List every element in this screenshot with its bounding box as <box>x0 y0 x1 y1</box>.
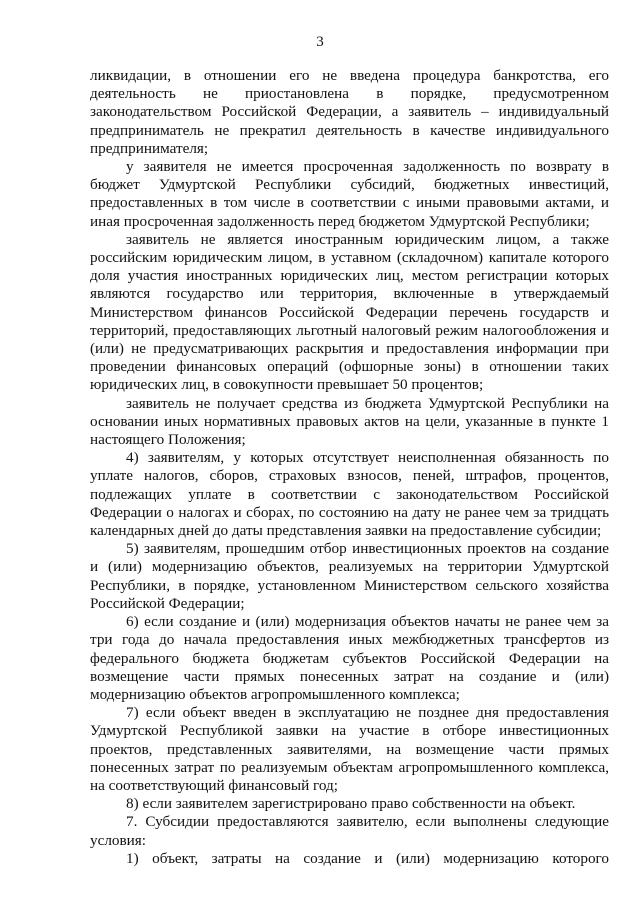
paragraph-no-debt: у заявителя не имеется просроченная задолженность по возврату в бюджет Удмуртской Республики субсидий, бюджетных инвестиций, предоставленных в том числе в соответствии с иными правовыми актами, и иная просроченная задолженность перед бюджетом Удмуртской Республики; <box>90 158 609 230</box>
paragraph-condition-1: 1) объект, затраты на создание и (или) модернизацию которого <box>126 849 609 867</box>
paragraph-item-6: 6) если создание и (или) модернизация объектов начаты не ранее чем за три года до начала предоставления иных межбюджетных трансфертов из федерального бюджета бюджетам субъектов Российской Федерации на возмещение части прямых понесенных затрат на создание и (или) модернизацию объектов агропромышленного комплекса; <box>90 613 609 703</box>
paragraph-not-foreign-entity: заявитель не является иностранным юридическим лицом, а также российским юридическим лицом, в уставном (складочном) капитале которого доля участия иностранных юридических лиц, местом регистрации которых являются государство или территория, включенные в утверждаемый Министерством финансов Российской Федерации перечень государств и территорий, предоставляющих льготный налоговый режим налогообложения и (или) не предусматривающих раскрытия и предоставления информации при проведении финансовых операций (офшорные зоны) в отношении таких юридических лиц, в совокупности превышает 50 процентов; <box>90 230 609 394</box>
paragraph-liquidation: ликвидации, в отношении его не введена процедура банкротства, его деятельность не приостановлена в порядке, предусмотренном законодательством Российской Федерации, а заявитель – индивидуальный предприниматель не прекратил деятельность в качестве индивидуального предпринимателя; <box>90 67 609 157</box>
paragraph-section-7: 7. Субсидии предоставляются заявителю, если выполнены следующие условия: <box>90 813 609 849</box>
paragraph-item-7: 7) если объект введен в эксплуатацию не позднее дня предоставления Удмуртской Республикой заявки на участие в отборе инвестиционных проектов, представленных заявителями, на возмещение части прямых понесенных затрат по реализуемым объектам агропромышленного комплекса, на соответствующий финансовый год; <box>90 704 609 794</box>
paragraph-item-8: 8) если заявителем зарегистрировано право собственности на объект. <box>126 795 576 813</box>
paragraph-item-4: 4) заявителям, у которых отсутствует неисполненная обязанность по уплате налогов, сборов, страховых взносов, пеней, штрафов, процентов, подлежащих уплате в соответствии с законодательством Российской Федерации о налогах и сборах, по состоянию на дату не ранее чем за тридцать календарных дней до даты представления заявки на предоставление субсидии; <box>90 449 609 540</box>
paragraph-no-other-funds: заявитель не получает средства из бюджета Удмуртской Республики на основании иных нормативных правовых актов на цели, указанные в пункте 1 настоящего Положения; <box>90 394 609 449</box>
page-number: 3 <box>316 34 324 50</box>
document-body <box>90 67 609 868</box>
paragraph-item-5: 5) заявителям, прошедшим отбор инвестиционных проектов на создание и (или) модернизацию объектов, реализуемых на территории Удмуртской Республики, в порядке, установленном Министерством сельского хозяйства Российской Федерации; <box>90 540 609 612</box>
